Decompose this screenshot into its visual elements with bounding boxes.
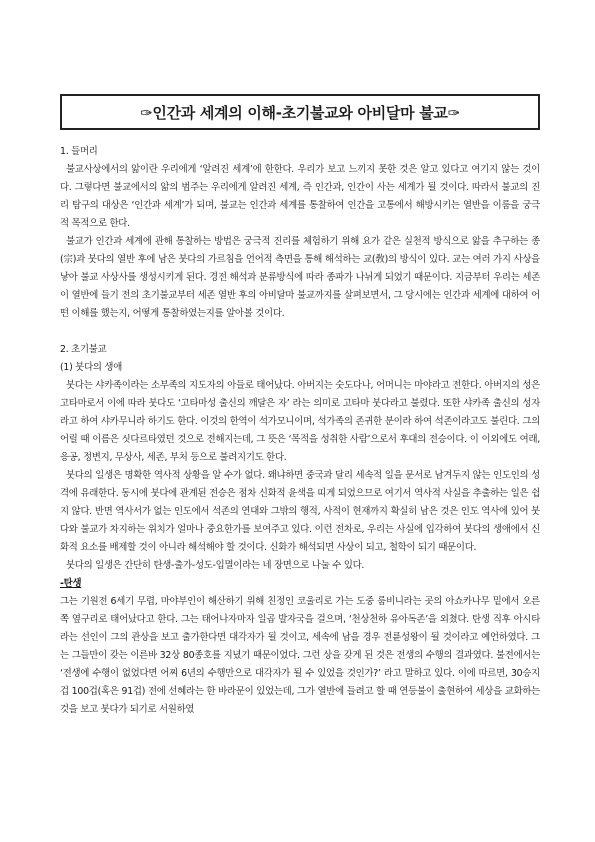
life-paragraph-1: 붓다는 샤카족이라는 소부족의 지도자의 아들로 태어났다. 아버지는 숫도다나, 어머니는 마야라고 전한다. 아버지의 성은 고타마로서 이에 따라 붓다도 ‘고타마성 출신의 깨달은 자’ 라는 의미로 고타마 붓다라고 불렸다. 또한 샤카족 출신의 성자라고 하여 샤카무니라 하기도 한다. 이것의 한역이 석가모니이며, 석가족의 존귀한 분이라 하여 석존이라고도 불린다. 그의 어릴 때 이름은 싯다르타였던 것으로 전해지는데, 그 뜻은 ‘목적을 성취한 사람’으로서 후대의 전승이다. 이 이외에도 여래, 응공, 정변지, 무상사, 세존, 부처 등으로 불려지기도 한다. [60,380,540,463]
subsection-heading-birth: -탄생 [60,578,82,589]
life-paragraph-3: 붓다의 일생은 간단히 탄생-출가-성도-입멸이라는 네 장면으로 나눌 수 있다. [66,560,365,571]
title-right-ornament-icon: ✑ [447,103,460,122]
title-left-ornament-icon: ✑ [140,103,153,122]
spacer [60,323,540,341]
subsection-heading-life: (1) 붓다의 생애 [60,362,123,373]
intro-paragraph-1: 불교사상에서의 앎이란 우리에게 ‘알려진 세계’에 한한다. 우리가 보고 느끼지 못한 것은 알고 있다고 여기지 않는 것이다. 그렇다면 불교에서의 앎의 범주는 우리에게 알려진 세계, 즉 인간과, 인간이 사는 세계가 될 것이다. 따라서 불교의 진리 탐구의 대상은 ‘인간과 세계’가 되며, 불교는 인간과 세계를 통찰하여 인간을 고통에서 해방시키는 열반을 이룸을 궁극적 목적으로 한다. [60,164,540,229]
document-body [60,143,540,719]
life-paragraph-2: 붓다의 일생은 명확한 역사적 상황을 알 수가 없다. 왜냐하면 중국과 달리 세속적 일을 문서로 남겨두지 않는 인도인의 성격에 유래한다. 동시에 붓다에 관계된 전승은 점차 신화적 윤색을 띠게 되었으므로 여기서 역사적 사실을 추출하는 일은 쉽지 않다. 반면 역사서가 없는 인도에서 석존의 연대와 그밖의 행적, 사적이 현재까지 확실히 남은 것은 인도 역사에 있어 붓다와 불교가 차지하는 위치가 얼마나 중요한가를 보여주고 있다. 이런 전차로, 우리는 사실에 입각하여 붓다의 생애에서 신화적 요소를 배제할 것이 아니라 해석해야 할 것이다. 신화가 해석되면 사상이 되고, 철학이 되기 때문이다. [60,470,540,553]
document-title [140,102,460,123]
title-label: 인간과 세계의 이해-초기불교와 아비달마 불교 [152,103,448,122]
intro-paragraph-2: 불교가 인간과 세계에 관해 통찰하는 방법은 궁극적 진리를 체험하기 위해 요가 같은 실천적 방식으로 앎을 추구하는 종(宗)과 붓다의 열반 후에 남은 붓다의 가르침을 언어적 측면을 통해 해석하는 교(敎)의 방식이 있다. 교는 여러 가지 사상을 낳아 불교 사상사를 생성시키게 된다. 경전 해석과 분류방식에 따라 종파가 나뉘게 되었기 때문이다. 지금부터 우리는 세존이 열반에 들기 전의 초기불교부터 세존 열반 후의 아비달마 불교까지를 살펴보면서, 그 당시에는 인간과 세계에 대하여 어떤 이해를 했는지, 어떻게 통찰하였는지를 알아볼 것이다. [60,236,540,319]
birth-paragraph-1: 그는 기원전 6세기 무렵, 마야부인이 해산하기 위해 친정인 코울리로 가는 도중 룸비니라는 곳의 아쇼카나무 밑에서 오른쪽 옆구리로 태어났다고 한다. 그는 태어나자마자 일곱 발자국을 걸으며, ‘천상천하 유아독존’을 외쳤다. 탄생 직후 아시타라는 선인이 그의 관상을 보고 출가한다면 대각자가 될 것이고, 세속에 남을 경우 전륜성왕이 될 것이라고 예언하였다. 그는 그들만이 갖는 이른바 32상 80종호를 지녔기 때문이었다. 그런 상을 갖게 된 것은 전생의 수행의 결과였다. 불전에서는 ‘전생에 수행이 없었다면 어찌 6년의 수행만으로 대각자가 될 수 있었을 것인가?’ 라고 말하고 있다. 이에 따르면, 30승지겁 100겁(혹은 91겁) 전에 선혜라는 한 바라문이 있었는데, 그가 열반에 들려고 할 때 연등불이 출현하여 세상을 교화하는 것을 보고 붓다가 되기로 서원하였 [60,596,540,715]
section-heading-early-buddhism: 2. 초기불교 [60,344,107,355]
title-box [60,94,540,130]
section-heading-intro: 1. 들머리 [60,146,98,157]
